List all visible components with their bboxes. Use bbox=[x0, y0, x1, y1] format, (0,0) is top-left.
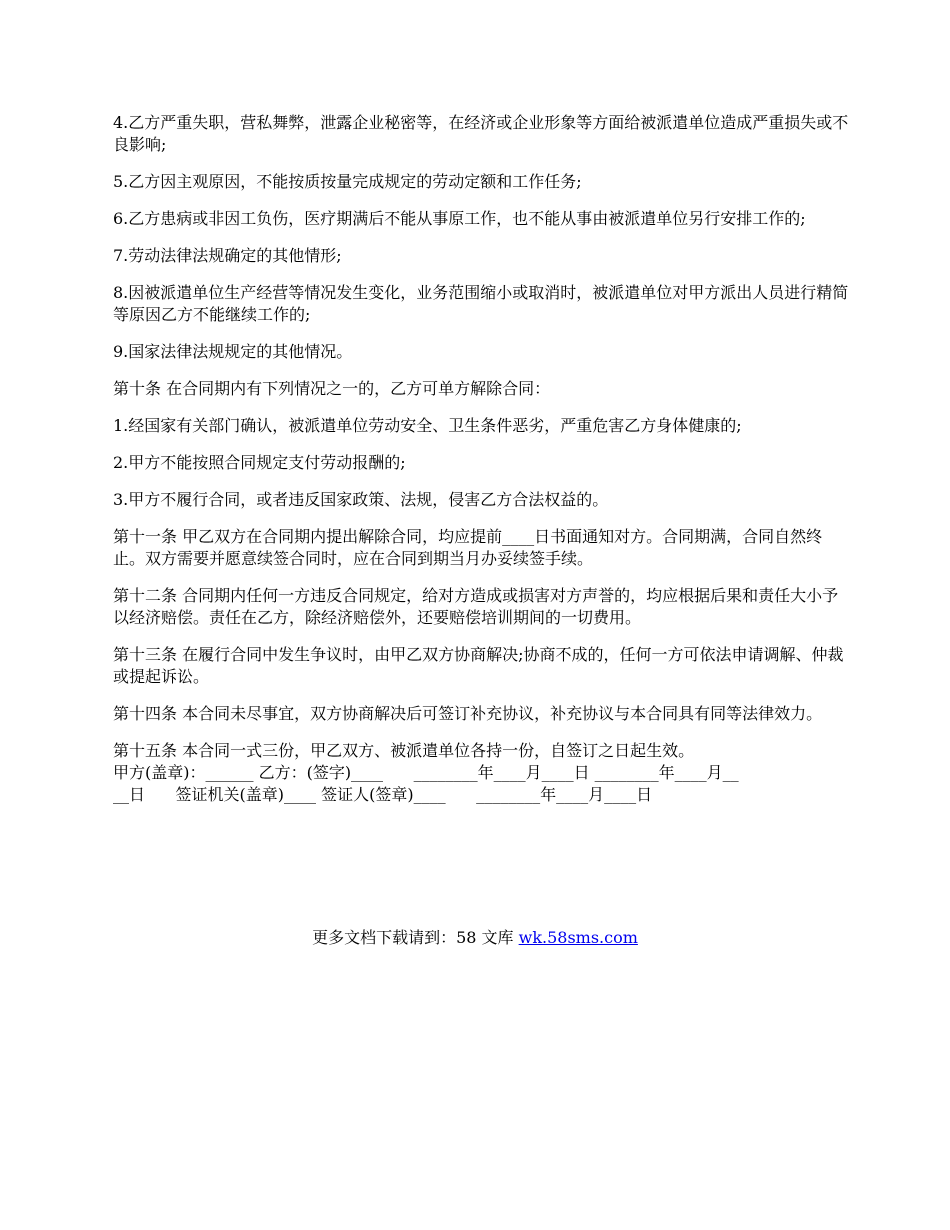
article-10-heading: 第十条 在合同期内有下列情况之一的，乙方可单方解除合同： bbox=[113, 379, 551, 398]
paragraph-item-9: 9.国家法律法规规定的其他情况。 bbox=[113, 342, 353, 361]
footer-link[interactable]: wk.58sms.com bbox=[518, 928, 638, 947]
article-12: 第十二条 合同期内任何一方违反合同规定，给对方造成或损害对方声誉的，均应根据后果和责任大小予以经济赔偿。责任在乙方，除经济赔偿外，还要赔偿培训期间的一切费用。 bbox=[113, 586, 839, 627]
paragraph-item-6: 6.乙方患病或非因工负伤，医疗期满后不能从事原工作，也不能从事由被派遣单位另行安排工作的; bbox=[113, 209, 806, 228]
article-10-item-1: 1.经国家有关部门确认，被派遣单位劳动安全、卫生条件恶劣，严重危害乙方身体健康的; bbox=[113, 416, 742, 435]
signature-line-2: __日 签证机关(盖章)____ 签证人(签章)____ ________年____月____日 bbox=[113, 785, 653, 804]
article-15: 第十五条 本合同一式三份，甲乙双方、被派遣单位各持一份，自签订之日起生效。 bbox=[113, 741, 695, 760]
footer-text: 更多文档下载请到：58 文库 bbox=[312, 928, 519, 947]
article-10-item-2: 2.甲方不能按照合同规定支付劳动报酬的; bbox=[113, 453, 406, 472]
signature-line-1: 甲方(盖章)：______ 乙方：(签字)____ ________年____月____日 ________年____月__ bbox=[113, 763, 739, 782]
paragraph-item-8: 8.因被派遣单位生产经营等情况发生变化，业务范围缩小或取消时，被派遣单位对甲方派出人员进行精简等原因乙方不能继续工作的; bbox=[113, 283, 849, 324]
document-body bbox=[113, 112, 853, 806]
article-10-item-3: 3.甲方不履行合同，或者违反国家政策、法规，侵害乙方合法权益的。 bbox=[113, 490, 609, 509]
footer bbox=[0, 927, 950, 949]
article-14: 第十四条 本合同未尽事宜，双方协商解决后可签订补充协议，补充协议与本合同具有同等法律效力。 bbox=[113, 704, 823, 723]
paragraph-item-4: 4.乙方严重失职，营私舞弊，泄露企业秘密等，在经济或企业形象等方面给被派遣单位造成严重损失或不良影响; bbox=[113, 113, 849, 154]
article-11: 第十一条 甲乙双方在合同期内提出解除合同，均应提前____日书面通知对方。合同期满，合同自然终止。双方需要并愿意续签合同时，应在合同到期当月办妥续签手续。 bbox=[113, 527, 823, 568]
paragraph-item-5: 5.乙方因主观原因，不能按质按量完成规定的劳动定额和工作任务; bbox=[113, 172, 582, 191]
article-13: 第十三条 在履行合同中发生争议时，由甲乙双方协商解决;协商不成的，任何一方可依法申请调解、仲裁或提起诉讼。 bbox=[113, 645, 844, 686]
paragraph-item-7: 7.劳动法律法规确定的其他情形; bbox=[113, 246, 342, 265]
